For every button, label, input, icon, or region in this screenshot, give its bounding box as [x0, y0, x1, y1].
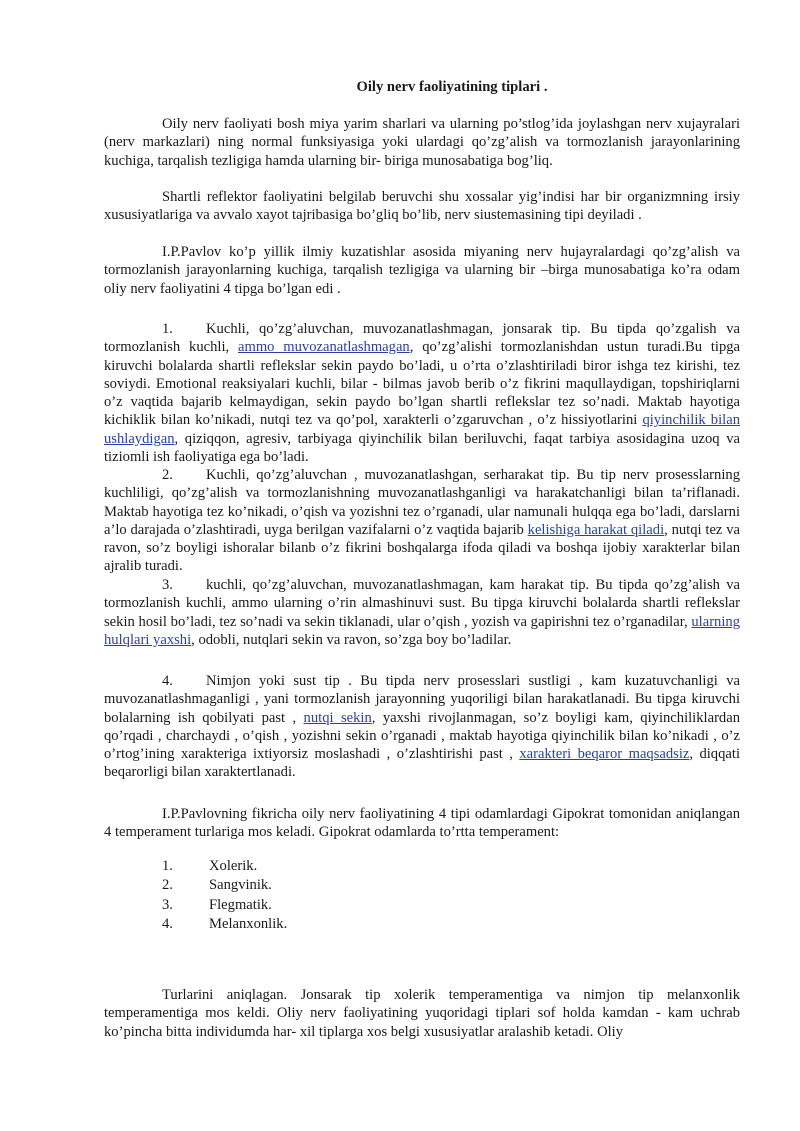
paragraph-gipokrat: I.P.Pavlovning fikricha oily nerv faoliyatining 4 tipi odamlardagi Gipokrat tomonidan aniqlangan 4 temperament turlariga mos keladi. Gipokrat odamlarda to’rtta temperament: — [104, 806, 740, 841]
type-number: 1. — [162, 321, 173, 337]
type-number: 4. — [162, 673, 173, 689]
type-item-2: 2. Kuchli, qo’zg’aluvchan , muvozanatlashgan, serharakat tip. Bu tip nerv prosesslarning kuchliligi, qo’zg’alish va tormozlanishning muvozanatlashganligi va harakatchanligi bilan ta’riflanadi. Maktab hayotiga tez ko’nikadi, o’qish va yozishni tez o’rganadi, ular namunali hulqqa ega bo’ladi, darslarni a’lo darajada o’zlashtiradi, uyga berilgan vazifalarni o’z vaqtida bajarib kelishiga harakat qiladi, nutqi tez va ravon, so’z boyligi ishoralar bilanb o’z fikrini boshqalarga ifoda qiladi va boshqa ijobiy xarakterlar bilan ajralib turadi. — [104, 467, 740, 575]
list-item: 3. Flegmatik. — [162, 896, 272, 913]
type-number: 2. — [162, 467, 173, 483]
link-nutqi-sekin[interactable]: nutqi sekin — [303, 709, 372, 726]
paragraph-intro: Oily nerv faoliyati bosh miya yarim sharlari va ularning po’stlog’ida joylashgan nerv xujayralari (nerv markazlari) ning normal funksiyasiga yoki ulardagi qo’zg’alish va tormozlanish jarayonlarining kuchiga, tarqalish tezligiga hamda ularning bir- biriga munosabatiga bog’liq. — [104, 116, 740, 169]
type-item-3: 3. kuchli, qo’zg’aluvchan, muvozanatlashmagan, kam harakat tip. Bu tipda qo’zg’alish va tormozlanish kuchli, ammo ularning o’rin almashinuvi sust. Bu tipga kiruvchi bolalarda shartli reflekslar sekin hosil bo’ladi, tez so’nadi va sekin tiklanadi, ular o’qish , yozish va gapirishni tez o’rganadilar, ularning hulqlari yaxshi, odobli, nutqlari sekin va ravon, so’zga boy bo’ladilar. — [104, 577, 740, 648]
link-ularning-hulqlari-yaxshi[interactable]: ularning hulqlari yaxshi — [104, 613, 740, 648]
document-title: Oily nerv faoliyatining tiplari . — [356, 79, 548, 95]
temperament-list — [162, 857, 287, 934]
link-xarakteri-beqaror-maqsadsiz[interactable]: xarakteri beqaror maqsadsiz — [519, 746, 690, 763]
paragraph-definition: Shartli reflektor faoliyatini belgilab beruvchi shu xossalar yig’indisi har bir organizmning irsiy xususiyatlariga va avvalo xayot tajribasiga bo’gliq bo’lib, nerv siustemasining tipi deyiladi . — [104, 189, 740, 224]
link-kelishiga-harakat-qiladi[interactable]: kelishiga harakat qiladi — [527, 521, 665, 538]
paragraph-conclusion: Turlarini aniqlagan. Jonsarak tip xolerik temperamentiga va nimjon tip melanxonlik temperamentiga mos keldi. Oliy nerv faoliyatining yuqoridagi tiplari sof holda kamdan - kam uchrab ko’pincha bitta individumda har- xil tiplarga xos belgi xususiyatlar aralashib ketadi. Oliy — [104, 987, 740, 1040]
list-item: 2. Sangvinik. — [162, 877, 272, 894]
type-number: 3. — [162, 577, 173, 593]
list-item: 4. Melanxonlik. — [162, 915, 288, 932]
paragraph-pavlov: I.P.Pavlov ko’p yillik ilmiy kuzatishlar asosida miyaning nerv hujayralardagi qo’zg’alish va tormozlanish jarayonlarning kuchiga, tarqalish tezligiga va ularning bir –birga munosabatiga ko’ra odam oliy nerv faoliyatini 4 tipga bo’lgan edi . — [104, 244, 740, 297]
type-item-1: 1. Kuchli, qo’zg’aluvchan, muvozanatlashmagan, jonsarak tip. Bu tipda qo’zgalish va tormozlanish kuchli, ammo muvozanatlashmagan, qo’zg’alishi tormozlanishdan ustun turadi.Bu tipga kiruvchi bolalarda shartli reflekslar sekin paydo bo’ladi, u o’rta o’zlashtiriladi biror ishga tez kirishi, tez soviydi. Emotional reaksiyalari kuchli, bilar - bilmas javob berib o’z fikrini maqullaydigan, topshiriqlarni o’z vaqtida bajarib kelmaydigan, sekin paydo bo’lgan shartli reflekslar tez so’nadi. Maktab hayotiga kichiklik bilan ko’nikadi, nutqi tez va qo’pol, xarakterli o’zgaruvchan , o’z hissiyotlarini qiyinchilik bilan ushlaydigan, qiziqqon, agresiv, tarbiyaga qiyinchilik bilan beriluvchi, faqat tarbiya asosidagina uzoq va tiziomli ish faoliyatiga ega bo’ladi. — [104, 321, 741, 466]
link-ammo-muvozanatlashmagan[interactable]: ammo muvozanatlashmagan — [237, 339, 410, 356]
list-item: 1. Xolerik. — [162, 858, 258, 874]
type-item-4: 4. Nimjon yoki sust tip . Bu tipda nerv prosesslari sustligi , kam kuzatuvchanligi va muvozanatlashmaganligi , yani tormozlanish jarayonning yuqoriligi bilan harakatlanadi. Bu tipga kiruvchi bolalarning ish qobilyati past , nutqi sekin, yaxshi rivojlanmagan, so’z boyligi kam, qiyinchiliklardan qo’rqadi , charchaydi , o’qish , yozishni sekin o’rganadi , maktab hayotiga qiyinchilik bilan ko’nikadi , o’z o’rtog’ining xarakteriga ixtiyorsiz moslashadi , o’zlashtirishi past , xarakteri beqaror maqsadsiz, diqqati beqarorligi bilan xaraktertlanadi. — [104, 673, 740, 781]
link-qiyinchilik-bilan-ushlaydigan[interactable]: qiyinchilik bilan ushlaydigan — [104, 412, 740, 447]
